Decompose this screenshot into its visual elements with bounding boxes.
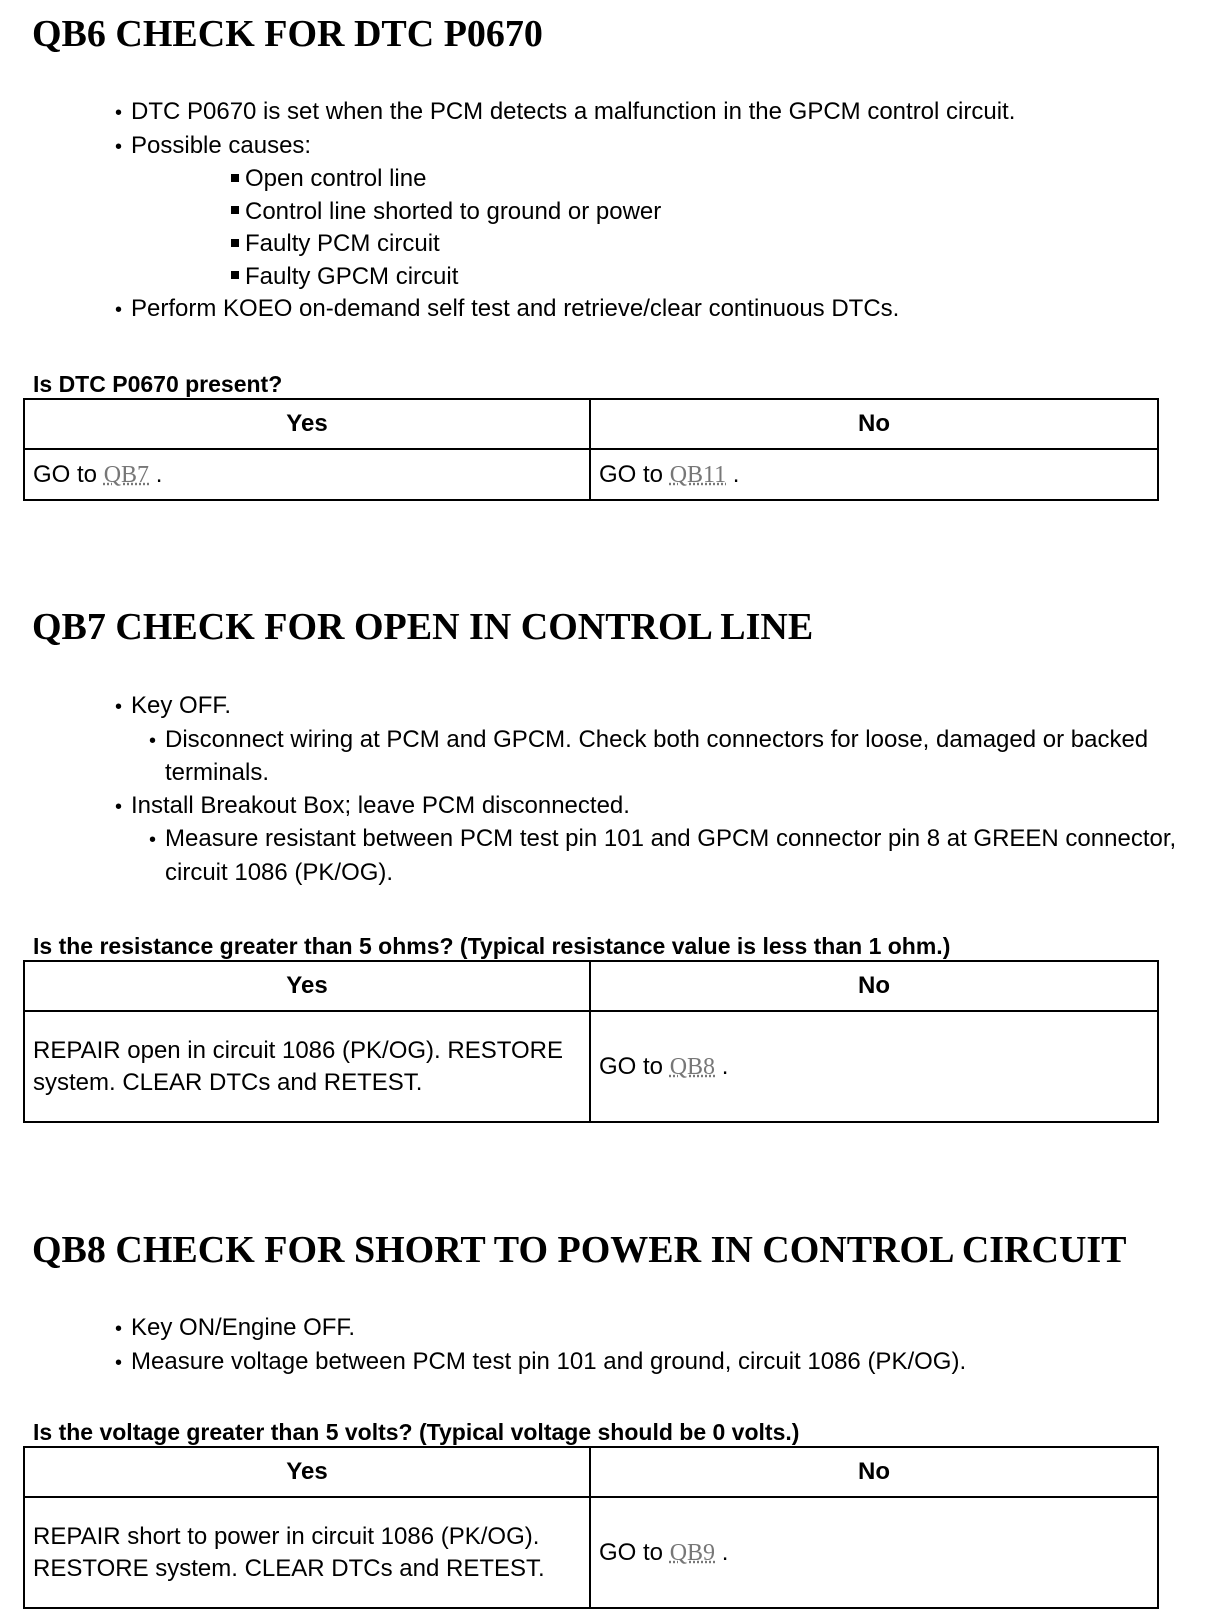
yes-header: Yes [24, 961, 590, 1011]
list-item: • Key ON/Engine OFF. [115, 1314, 356, 1341]
yes-cell: REPAIR open in circuit 1086 (PK/OG). RESTORE system. CLEAR DTCs and RETEST. [24, 1011, 590, 1122]
list-item: • Measure resistant between PCM test pin 101 and GPCM connector pin 8 at GREEN connector, circuit 1086 (PK/OG). [149, 825, 1177, 886]
list-item: • DTC P0670 is set when the PCM detects a malfunction in the GPCM control circuit. [115, 98, 1016, 125]
section-title-qb7: QB7 CHECK FOR OPEN IN CONTROL LINE [32, 606, 814, 648]
square-bullet-icon [231, 206, 239, 214]
no-cell: GO to QB9 . [590, 1497, 1158, 1608]
link-qb9[interactable]: QB9 [669, 1539, 716, 1566]
decision-table-qb8 [23, 1446, 1159, 1609]
no-header: No [590, 1447, 1158, 1497]
section-title-qb6: QB6 CHECK FOR DTC P0670 [32, 13, 543, 55]
no-cell: GO to QB11 . [590, 449, 1158, 500]
link-qb7[interactable]: QB7 [103, 461, 150, 488]
square-bullet-icon [231, 174, 239, 182]
qb6-bullet-list [115, 96, 1015, 327]
link-qb11[interactable]: QB11 [669, 461, 727, 488]
qb7-bullet-list [115, 690, 1216, 889]
list-item: • Disconnect wiring at PCM and GPCM. Check both connectors for loose, damaged or backed terminals. [149, 725, 1149, 786]
decision-table-qb6 [23, 398, 1159, 501]
square-bullet-icon [231, 271, 239, 279]
yes-header: Yes [24, 1447, 590, 1497]
list-item: Faulty PCM circuit [231, 228, 1015, 261]
square-bullet-icon [231, 239, 239, 247]
list-item: Control line shorted to ground or power [231, 196, 1015, 229]
list-item: • Install Breakout Box; leave PCM disconnected. [115, 791, 630, 819]
no-header: No [590, 399, 1158, 449]
question-qb6: Is DTC P0670 present? [33, 371, 283, 397]
list-item: • Key OFF. [115, 692, 232, 719]
question-qb7: Is the resistance greater than 5 ohms? (Typical resistance value is less than 1 ohm.) [33, 933, 951, 959]
list-item: • Possible causes: Open control line Control line shorted to ground or power Faulty PCM circuit Faulty GPCM circuit [115, 130, 1015, 294]
list-item: Open control line [231, 163, 1015, 196]
list-item: • Measure voltage between PCM test pin 101 and ground, circuit 1086 (PK/OG). [115, 1347, 967, 1375]
qb8-bullet-list [115, 1312, 966, 1379]
question-qb8: Is the voltage greater than 5 volts? (Typical voltage should be 0 volts.) [33, 1419, 800, 1445]
no-header: No [590, 961, 1158, 1011]
yes-header: Yes [24, 399, 590, 449]
yes-cell: GO to QB7 . [24, 449, 590, 500]
section-title-qb8: QB8 CHECK FOR SHORT TO POWER IN CONTROL CIRCUIT [32, 1229, 1127, 1271]
decision-table-qb7 [23, 960, 1159, 1123]
possible-causes-list [131, 163, 1015, 293]
list-item: • Perform KOEO on-demand self test and retrieve/clear continuous DTCs. [115, 295, 900, 322]
no-cell: GO to QB8 . [590, 1011, 1158, 1122]
yes-cell: REPAIR short to power in circuit 1086 (PK/OG). RESTORE system. CLEAR DTCs and RETEST. [24, 1497, 590, 1608]
link-qb8[interactable]: QB8 [669, 1053, 716, 1080]
list-item: Faulty GPCM circuit [231, 261, 1015, 294]
